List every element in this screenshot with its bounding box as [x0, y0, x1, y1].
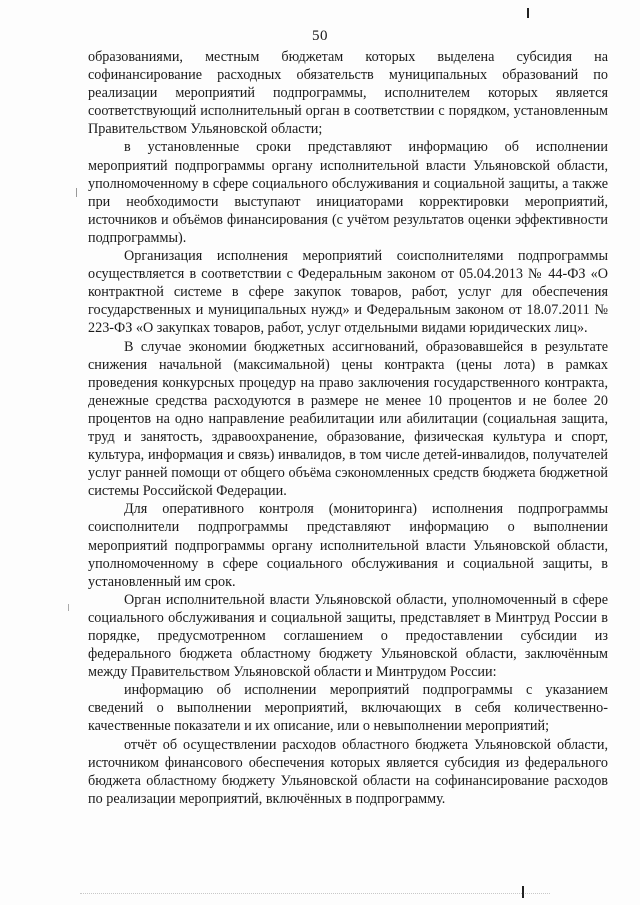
paragraph: Орган исполнительной власти Ульяновской области, уполномоченный в сфере социального обслуживания и социальной защиты, представляет в Минтруд России в порядке, предусмотренном соглашением о предоставлении субсидии из федерального бюджета областному бюджету Ульяновской области, заключённым между Правительством Ульяновской области и Минтрудом России: [88, 591, 608, 681]
scan-mark-left [68, 604, 69, 611]
scan-mark-top [527, 8, 529, 18]
paragraph: Организация исполнения мероприятий соисполнителями подпрограммы осуществляется в соответствии с Федеральным законом от 05.04.2013 № 44-ФЗ «О контрактной системе в сфере закупок товаров, работ, услуг для обеспечения государственных и муниципальных нужд» и Федеральным законом от 18.07.2011 № 223-ФЗ «О закупках товаров, работ, услуг отдельными видами юридических лиц». [88, 248, 608, 337]
paragraph: образованиями, местным бюджетам которых выделена субсидия на софинансирование расходных обязательств муниципальных образований по реализации мероприятий подпрограммы, исполнителем которых является соответствующий исполнительный орган в соответствии с порядком, установленным Правительством Ульяновской области; [88, 49, 608, 138]
page-number: 50 [312, 28, 328, 44]
paragraph: Для оперативного контроля (мониторинга) исполнения подпрограммы соисполнители подпрограммы представляют информацию о выполнении мероприятий подпрограммы органу исполнительной власти Ульяновской области, уполномоченному в сфере социального обслуживания и социальной защиты, в установленный им срок. [88, 501, 608, 590]
scan-mark-bottom [522, 886, 524, 898]
paragraph: информацию об исполнении мероприятий подпрограммы с указанием сведений о выполнении мероприятий, включающих в себя количественно-качественные показатели и их описание, или о невыполнении мероприятий; [88, 682, 608, 735]
paragraph: отчёт об осуществлении расходов областного бюджета Ульяновской области, источником финансового обеспечения которых является субсидия из федерального бюджета областному бюджету Ульяновской области на софинансирование расходов по реализации мероприятий, включённых в подпрограмму. [88, 736, 608, 807]
scan-mark-left [76, 188, 77, 197]
paragraph: в установленные сроки представляют информацию об исполнении мероприятий подпрограммы органу исполнительной власти Ульяновской области, уполномоченному в сфере социального обслуживания и социальной защиты, а также при необходимости выступают инициаторами корректировки мероприятий, источников и объёмов финансирования (с учётом результатов оценки эффективности подпрограммы). [88, 139, 608, 246]
scan-artifact [80, 893, 550, 895]
document-body [88, 48, 608, 808]
paragraph: В случае экономии бюджетных ассигнований, образовавшейся в результате снижения начальной (максимальной) цены контракта (цены лота) в рамках проведения конкурсных процедур на право заключения государственного контракта, денежные средства расходуются в размере не менее 10 процентов и не более 20 процентов на одно направление реабилитации или абилитации (социальная защита, труд и занятость, здравоохранение, образование, физическая культура и спорт, культура, информация и связь) инвалидов, в том числе детей-инвалидов, получателей услуг ранней помощи от общего объёма сэкономленных средств бюджета бюджетной системы Российской Федерации. [88, 338, 608, 500]
